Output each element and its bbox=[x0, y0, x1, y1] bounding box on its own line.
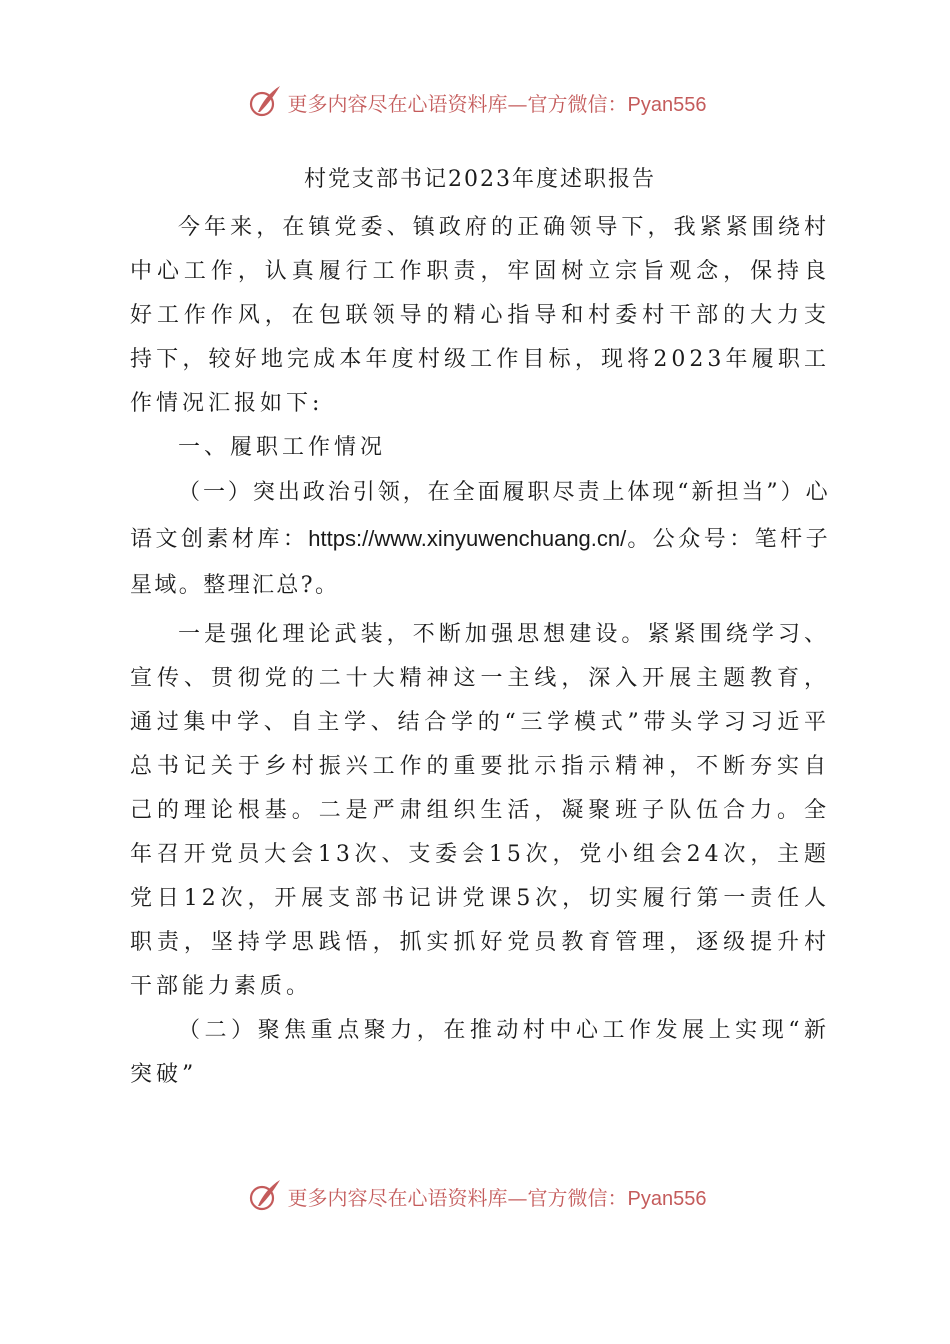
watermark-banner-top bbox=[0, 80, 950, 124]
watermark-text: 更多内容尽在心语资料库—官方微信：Pyan556 bbox=[287, 91, 707, 116]
document-title: 村党支部书记2023年度述职报告 bbox=[304, 167, 656, 192]
watermark-wechat: Pyan556 bbox=[627, 1187, 707, 1210]
subsection-heading-2: （二）聚焦重点聚力，在推动村中心工作发展上实现“新突破” bbox=[130, 1018, 830, 1087]
subsection-heading-1: （一）突出政治引领，在全面履职尽责上体现“新担当”）心语文创素材库：https://www.xinyuwenchuang.cn/。公众号：笔杆子星域。整理汇总?。 bbox=[130, 480, 831, 598]
document-body bbox=[130, 158, 830, 1097]
section-heading-1: 一、履职工作情况 bbox=[178, 435, 387, 460]
source-link: https://www.xinyuwenchuang.cn/ bbox=[308, 526, 627, 551]
body-paragraph-1: 一是强化理论武装，不断加强思想建设。紧紧围绕学习、宣传、贯彻党的二十大精神这一主线，深入开展主题教育，通过集中学、自主学、结合学的“三学模式”带头学习习近平总书记关于乡村振兴工作的重要批示指示精神，不断夯实自己的理论根基。二是严肃组织生活，凝聚班子队伍合力。全年召开党员大会13次、支委会15次，党小组会24次，主题党日12次，开展支部书记讲党课5次，切实履行第一责任人职责，坚持学思践悟，抓实抓好党员教育管理，逐级提升村干部能力素质。 bbox=[130, 622, 830, 999]
quill-logo-icon bbox=[244, 1176, 284, 1216]
watermark-wechat: Pyan556 bbox=[627, 93, 707, 116]
watermark-text: 更多内容尽在心语资料库—官方微信：Pyan556 bbox=[287, 1185, 707, 1210]
quill-logo-icon bbox=[244, 82, 284, 122]
watermark-banner-bottom bbox=[0, 1174, 950, 1218]
intro-paragraph: 今年来，在镇党委、镇政府的正确领导下，我紧紧围绕村中心工作，认真履行工作职责，牢固树立宗旨观念，保持良好工作作风，在包联领导的精心指导和村委村干部的大力支持下，较好地完成本年度村级工作目标，现将2023年履职工作情况汇报如下: bbox=[130, 215, 830, 416]
